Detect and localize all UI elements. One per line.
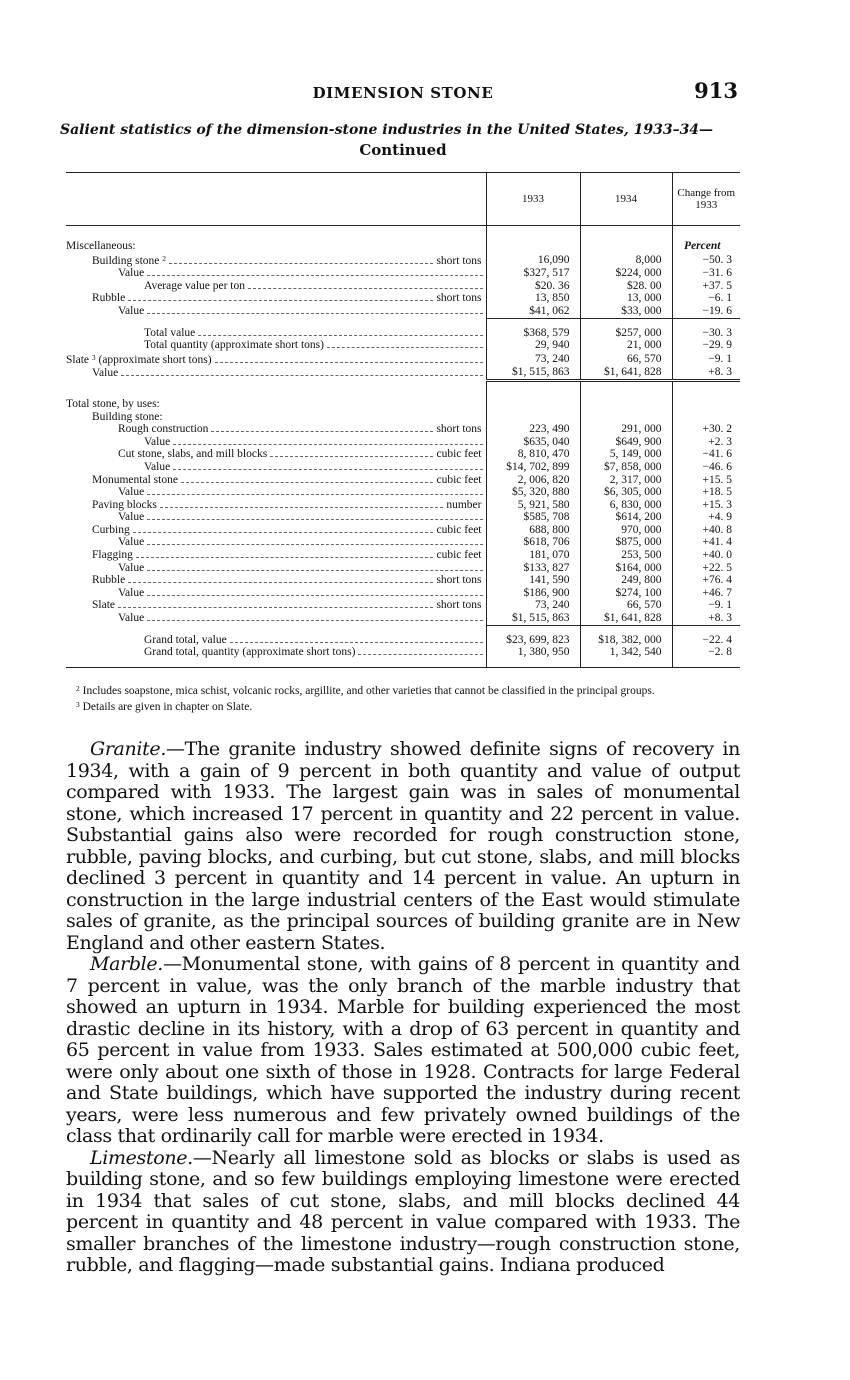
table-row xyxy=(66,524,740,537)
cell-change: +15. 3 xyxy=(672,499,740,512)
cell-1933: 141, 590 xyxy=(486,574,580,587)
cell-1934: 13, 000 xyxy=(580,292,672,305)
table-header-row xyxy=(66,173,740,226)
cell-1934: $28. 00 xyxy=(580,280,672,293)
table-row xyxy=(66,398,740,411)
cell-1933: $133, 827 xyxy=(486,562,580,575)
row-label: Value xyxy=(118,486,145,499)
cell-change: +40. 8 xyxy=(672,524,740,537)
body-text xyxy=(66,739,740,1277)
cell-change: +76. 4 xyxy=(672,574,740,587)
table-row xyxy=(66,599,740,612)
spacer-row xyxy=(66,318,740,327)
table-row xyxy=(66,499,740,512)
table-row xyxy=(66,366,740,380)
paragraph-limestone xyxy=(66,1148,740,1277)
cell-change: +30. 2 xyxy=(672,423,740,436)
cell-1934: $257, 000 xyxy=(580,327,672,340)
statistics-table xyxy=(66,172,740,668)
column-header-1934: 1934 xyxy=(580,173,672,226)
cell-1934: $224, 000 xyxy=(580,267,672,280)
running-header xyxy=(66,78,740,104)
page-number: 913 xyxy=(694,78,738,103)
footnote-text: Includes soapstone, mica schist, volcanic rocks, argillite, and other varieties that cannot be classified in the principal groups. xyxy=(82,685,655,697)
cell-1934: $6, 305, 000 xyxy=(580,486,672,499)
paragraph-lead: Granite. xyxy=(90,738,167,760)
cell-change: +8. 3 xyxy=(672,366,740,380)
misc-heading: Miscellaneous: xyxy=(66,240,136,252)
table-row xyxy=(66,436,740,449)
cell-1933: $1, 515, 863 xyxy=(486,366,580,380)
row-unit: cubic feet xyxy=(436,549,482,562)
table-row xyxy=(66,562,740,575)
cell-1934: 249, 800 xyxy=(580,574,672,587)
cell-change: +2. 3 xyxy=(672,436,740,449)
table-row xyxy=(66,352,740,367)
footnote-mark: 2 xyxy=(76,684,80,693)
cell-1934: 66, 570 xyxy=(580,599,672,612)
cell-1933: $41, 062 xyxy=(486,305,580,318)
cell-1934: 6, 830, 000 xyxy=(580,499,672,512)
cell-1933: $635, 040 xyxy=(486,436,580,449)
cell-1934: 66, 570 xyxy=(580,352,672,367)
cell-1933: $20. 36 xyxy=(486,280,580,293)
row-unit: short tons xyxy=(436,423,482,436)
cell-1933: 73, 240 xyxy=(486,352,580,367)
cell-1933: 181, 070 xyxy=(486,549,580,562)
footnote-text: Details are given in chapter on Slate. xyxy=(82,701,253,713)
cell-1933: $585, 708 xyxy=(486,511,580,524)
table-row xyxy=(66,448,740,461)
table-row xyxy=(66,327,740,340)
row-label: Total value xyxy=(144,326,196,339)
row-label: Value xyxy=(118,305,145,318)
cell-change: −41. 6 xyxy=(672,448,740,461)
row-unit: short tons xyxy=(436,292,482,305)
percent-label: Percent xyxy=(672,240,740,253)
cell-1934: 8,000 xyxy=(580,253,672,268)
cell-1934: $1, 641, 828 xyxy=(580,366,672,380)
cell-change: −50. 3 xyxy=(672,253,740,268)
table-caption-continued: Continued xyxy=(359,141,447,159)
cell-change: +41. 4 xyxy=(672,536,740,549)
paragraph-text: —Nearly all limestone sold as blocks or slabs is used as building stone, and so few buildings employing limestone were erected in 1934 that sales of cut stone, slabs, and mill blocks declined 44 percent in quantity and 48 percent in value compared with 1933. The smaller branches of the limestone industry—rough construction stone, rubble, and flagging—made substantial gains. Indiana produced xyxy=(66,1146,740,1276)
footnote-ref: 2 xyxy=(162,253,167,263)
cell-1933: $5, 320, 880 xyxy=(486,486,580,499)
spacer-row xyxy=(66,625,740,634)
cell-1934: 970, 000 xyxy=(580,524,672,537)
table-row xyxy=(66,634,740,647)
row-label: Grand total, quantity (approximate short tons) xyxy=(144,646,356,659)
cell-1934: $1, 641, 828 xyxy=(580,612,672,625)
cell-1934: $875, 000 xyxy=(580,536,672,549)
cell-1933: 1, 380, 950 xyxy=(486,646,580,659)
cell-change: +18. 5 xyxy=(672,486,740,499)
cell-1933: 8, 810, 470 xyxy=(486,448,580,461)
cell-1933: 5, 921, 580 xyxy=(486,499,580,512)
paragraph-text: —The granite industry showed definite signs of recovery in 1934, with a gain of 9 percent in both quantity and value of output compared with 1933. The largest gain was in sales of monumental stone, which increased 17 percent in quantity and 22 percent in value. Substantial gains also were recorded for rough construction stone, rubble, paving blocks, and curbing, but cut stone, slabs, and mill blocks declined 3 percent in quantity and 14 percent in value. An upturn in construction in the large industrial centers of the East would stimulate sales of granite, as the principal sources of building granite are in New England and other eastern States. xyxy=(66,738,740,954)
paragraph-lead: Limestone. xyxy=(90,1146,193,1169)
cell-1934: 1, 342, 540 xyxy=(580,646,672,659)
header-blank xyxy=(66,173,486,226)
row-label: Rubble xyxy=(92,574,126,587)
row-unit: cubic feet xyxy=(436,473,482,486)
cell-1934: 5, 149, 000 xyxy=(580,448,672,461)
cell-change: −2. 8 xyxy=(672,646,740,659)
row-label: Flagging xyxy=(92,549,133,562)
cell-1933: 29, 940 xyxy=(486,339,580,352)
row-unit: short tons xyxy=(436,254,482,267)
cell-change: −9. 1 xyxy=(672,352,740,367)
row-label: Cut stone, slabs, and mill blocks xyxy=(118,448,268,461)
table-row xyxy=(66,549,740,562)
column-header-1933: 1933 xyxy=(486,173,580,226)
cell-change: −30. 3 xyxy=(672,327,740,340)
table-row xyxy=(66,339,740,352)
paragraph-lead: Marble. xyxy=(90,953,163,975)
column-header-change: Change from 1933 xyxy=(672,173,740,226)
spacer-row xyxy=(66,659,740,668)
uses-subheading: Building stone: xyxy=(92,410,163,423)
row-label: Value xyxy=(118,561,145,574)
row-label: Value xyxy=(144,435,171,448)
row-label: Value xyxy=(118,612,145,625)
row-label: Average value per ton xyxy=(144,279,246,292)
spacer-row xyxy=(66,226,740,241)
cell-change: +15. 5 xyxy=(672,474,740,487)
footnote xyxy=(66,682,740,698)
cell-1933: 223, 490 xyxy=(486,423,580,436)
table-row xyxy=(66,305,740,318)
table-row xyxy=(66,474,740,487)
cell-change: −46. 6 xyxy=(672,461,740,474)
row-label: Value xyxy=(118,536,145,549)
table-row xyxy=(66,511,740,524)
cell-change: +46. 7 xyxy=(672,587,740,600)
row-unit: short tons xyxy=(436,574,482,587)
cell-1934: $33, 000 xyxy=(580,305,672,318)
uses-heading: Total stone, by uses: xyxy=(66,397,160,410)
footnotes xyxy=(66,682,740,714)
paragraph-marble xyxy=(66,954,740,1148)
cell-1934: 253, 500 xyxy=(580,549,672,562)
row-label: Curbing xyxy=(92,523,130,536)
row-label: Total quantity (approximate short tons) xyxy=(144,339,324,352)
cell-1933: 16,090 xyxy=(486,253,580,268)
cell-1933: 2, 006, 820 xyxy=(486,474,580,487)
table-row xyxy=(66,240,740,253)
row-label-detail: (approximate short tons) xyxy=(95,353,212,366)
table-row xyxy=(66,574,740,587)
cell-1933: $327, 517 xyxy=(486,267,580,280)
row-label: Slate xyxy=(92,599,115,612)
row-label: Monumental stone xyxy=(92,473,178,486)
cell-1934: $18, 382, 000 xyxy=(580,634,672,647)
row-label: Value xyxy=(118,511,145,524)
cell-1933: $1, 515, 863 xyxy=(486,612,580,625)
cell-change: +22. 5 xyxy=(672,562,740,575)
cell-change: −6. 1 xyxy=(672,292,740,305)
cell-1933: 73, 240 xyxy=(486,599,580,612)
table-row xyxy=(66,461,740,474)
cell-1933: $368, 579 xyxy=(486,327,580,340)
row-label: Building stone xyxy=(92,254,160,267)
row-unit: number xyxy=(446,498,482,511)
row-label: Value xyxy=(144,460,171,473)
row-unit: cubic feet xyxy=(436,448,482,461)
table-row xyxy=(66,267,740,280)
table-row xyxy=(66,536,740,549)
row-label: Rubble xyxy=(92,292,126,305)
row-label: Value xyxy=(118,267,145,280)
paragraph-granite xyxy=(66,739,740,954)
cell-change: +40. 0 xyxy=(672,549,740,562)
cell-change: −9. 1 xyxy=(672,599,740,612)
cell-change: +4. 9 xyxy=(672,511,740,524)
table-row xyxy=(66,280,740,293)
cell-change: −29. 9 xyxy=(672,339,740,352)
spacer-row xyxy=(66,380,740,390)
cell-1934: $274, 100 xyxy=(580,587,672,600)
footnote-ref: 3 xyxy=(91,352,96,362)
cell-1934: $649, 900 xyxy=(580,436,672,449)
row-label: Value xyxy=(118,586,145,599)
cell-1934: 2, 317, 000 xyxy=(580,474,672,487)
cell-1934: 291, 000 xyxy=(580,423,672,436)
row-label: Value xyxy=(92,367,119,380)
table-row xyxy=(66,612,740,625)
table-caption: Salient statistics of the dimension-stone industries in the United States, 1933–34— xyxy=(60,122,714,138)
cell-1933: 688, 800 xyxy=(486,524,580,537)
header-title: DIMENSION STONE xyxy=(312,84,494,102)
cell-change: −31. 6 xyxy=(672,267,740,280)
row-unit: cubic feet xyxy=(436,523,482,536)
cell-change: −22. 4 xyxy=(672,634,740,647)
spacer-row xyxy=(66,390,740,398)
row-label: Grand total, value xyxy=(144,633,227,646)
row-label: Paving blocks xyxy=(92,498,157,511)
table-row xyxy=(66,646,740,659)
table-row xyxy=(66,292,740,305)
cell-1934: $7, 858, 000 xyxy=(580,461,672,474)
table-row xyxy=(66,253,740,268)
table-row xyxy=(66,423,740,436)
cell-change: +37. 5 xyxy=(672,280,740,293)
cell-1934: $164, 000 xyxy=(580,562,672,575)
cell-1933: $14, 702, 899 xyxy=(486,461,580,474)
table-row xyxy=(66,486,740,499)
row-label: Rough construction xyxy=(118,423,209,436)
paragraph-text: —Monumental stone, with gains of 8 percent in quantity and 7 percent in value, was the only branch of the marble industry that showed an upturn in 1934. Marble for building experienced the most drastic decline in its history, with a drop of 63 percent in quantity and 65 percent in value from 1933. Sales estimated at 500,000 cubic feet, were only about one sixth of those in 1928. Contracts for large Federal and State buildings, which have supported the industry during recent years, were less numerous and few privately owned buildings of the class that ordinarily call for marble were erected in 1934. xyxy=(66,953,740,1147)
footnote-mark: 3 xyxy=(76,700,80,709)
table-row xyxy=(66,587,740,600)
cell-1934: 21, 000 xyxy=(580,339,672,352)
row-label: Slate xyxy=(66,353,89,366)
cell-1933: 13, 850 xyxy=(486,292,580,305)
cell-1933: $618, 706 xyxy=(486,536,580,549)
table-row xyxy=(66,411,740,424)
cell-change: −19. 6 xyxy=(672,305,740,318)
footnote xyxy=(66,698,740,714)
cell-1934: $614, 200 xyxy=(580,511,672,524)
cell-1933: $23, 699, 823 xyxy=(486,634,580,647)
cell-1933: $186, 900 xyxy=(486,587,580,600)
row-unit: short tons xyxy=(436,599,482,612)
cell-change: +8. 3 xyxy=(672,612,740,625)
